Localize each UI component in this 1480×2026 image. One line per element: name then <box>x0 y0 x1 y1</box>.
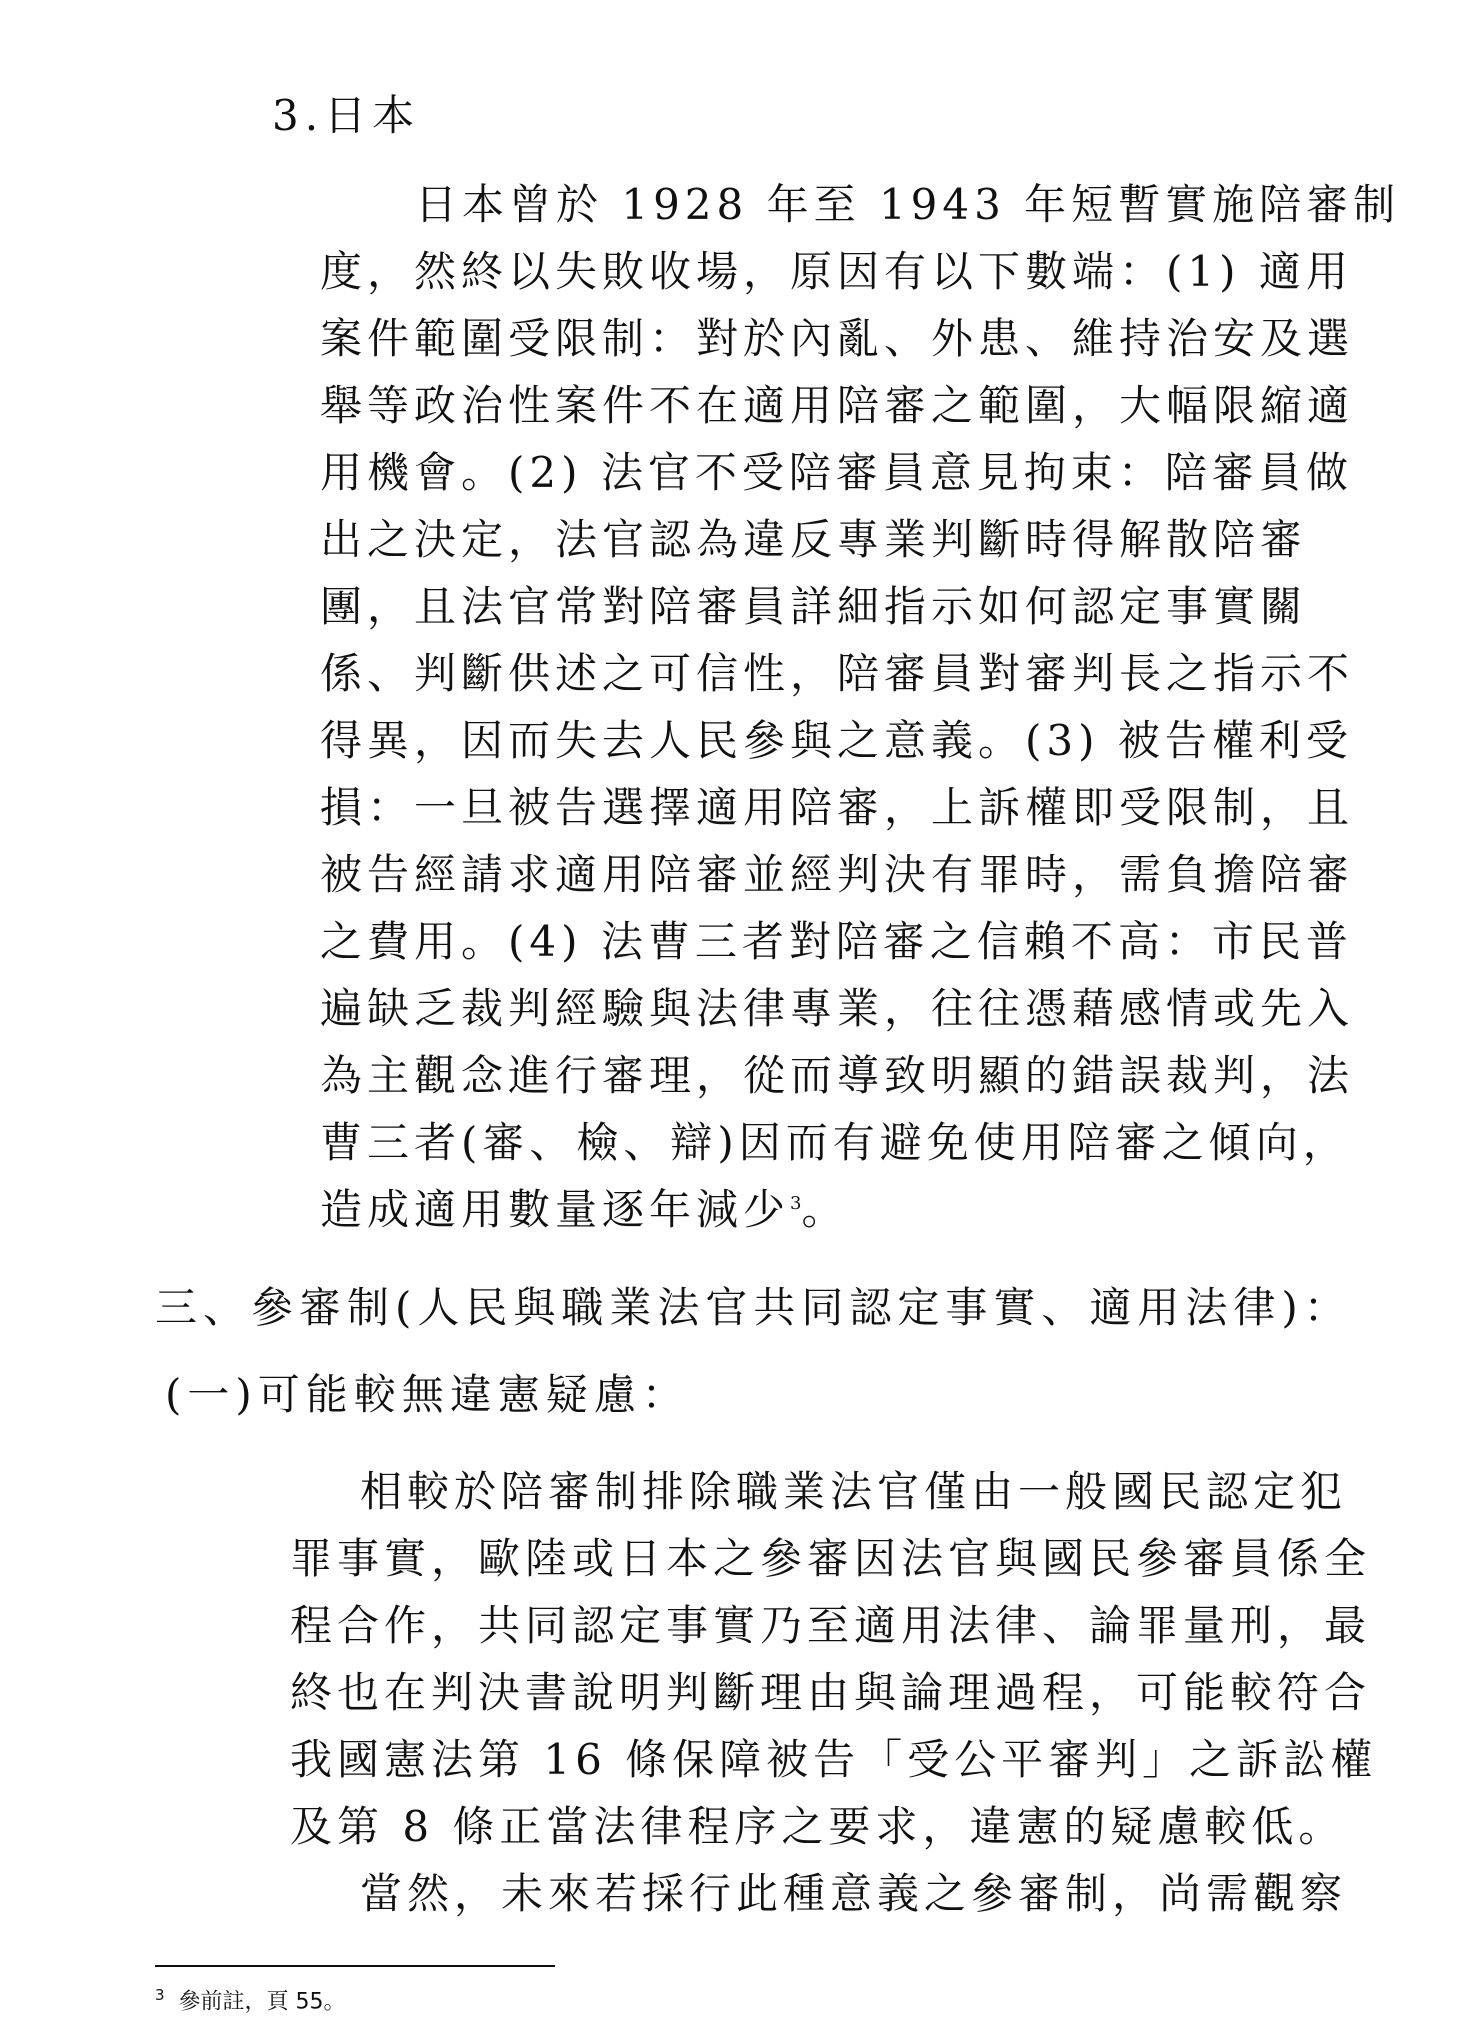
paragraph-line: 之費用。(4) 法曹三者對陪審之信賴不高：市民普 <box>320 917 1353 966</box>
paragraph-line: 為主觀念進行審理，從而導致明顯的錯誤裁判，法 <box>320 1051 1355 1100</box>
paragraph-line: 被告經請求適用陪審並經判決有罪時，需負擔陪審 <box>320 850 1355 899</box>
paragraph-subsection-one-2 <box>290 1860 1347 1927</box>
paragraph-line: 團，且法官常對陪審員詳細指示如何認定事實關 <box>320 582 1308 631</box>
footnote <box>155 1980 346 2017</box>
paragraph-line: 損：一旦被告選擇適用陪審，上訴權即受限制，且 <box>320 783 1355 832</box>
heading-subsection-one: (一)可能較無違憲疑慮： <box>165 1370 690 1419</box>
paragraph-last-text: 造成適用數量逐年減少 <box>320 1185 791 1234</box>
footnote-number: 3 <box>155 1986 165 2004</box>
footnote-separator <box>155 1965 555 1967</box>
paragraph-line: 遍缺乏裁判經驗與法律專業，往往憑藉感情或先入 <box>320 984 1355 1033</box>
footnote-reference[interactable]: 3 <box>790 1193 802 1214</box>
paragraph-line: 係、判斷供述之可信性，陪審員對審判長之指示不 <box>320 649 1355 698</box>
paragraph-line: 度，然終以失敗收場，原因有以下數端：(1) 適用 <box>320 247 1353 296</box>
paragraph-last-punct: 。 <box>801 1185 849 1234</box>
heading-japan: 3.日本 <box>272 91 421 140</box>
paragraph-line: 用機會。(2) 法官不受陪審員意見拘束：陪審員做 <box>320 448 1353 497</box>
paragraph-line: 舉等政治性案件不在適用陪審之範圍，大幅限縮適 <box>320 381 1355 430</box>
footnote-text: 參前註，頁 55。 <box>178 1989 346 2015</box>
paragraph-line: 曹三者(審、檢、辯)因而有避免使用陪審之傾向， <box>320 1118 1350 1167</box>
heading-section-three: 三、參審制(人民與職業法官共同認定事實、適用法律)： <box>155 1283 1352 1332</box>
paragraph-line: 罪事實，歐陸或日本之參審因法官與國民參審員係全 <box>290 1534 1372 1583</box>
paragraph-line: 出之決定，法官認為違反專業判斷時得解散陪審 <box>320 515 1308 564</box>
paragraph-line: 我國憲法第 16 條保障被告「受公平審判」之訴訟權 <box>290 1735 1378 1784</box>
paragraph-line: 得異，因而失去人民參與之意義。(3) 被告權利受 <box>320 716 1353 765</box>
paragraph-japan <box>320 171 1400 1243</box>
paragraph-line: 終也在判決書說明判斷理由與論理過程，可能較符合 <box>290 1668 1372 1717</box>
paragraph-line: 程合作，共同認定事實乃至適用法律、論罪量刑，最 <box>290 1601 1372 1650</box>
paragraph-subsection-one <box>290 1458 1377 1860</box>
paragraph-line: 日本曾於 1928 年至 1943 年短暫實施陪審制 <box>415 180 1401 229</box>
paragraph-line-last <box>320 1176 1400 1243</box>
paragraph-line: 當然，未來若採行此種意義之參審制，尚需觀察 <box>360 1869 1348 1918</box>
paragraph-line: 案件範圍受限制：對於內亂、外患、維持治安及選 <box>320 314 1355 363</box>
paragraph-line: 相較於陪審制排除職業法官僅由一般國民認定犯 <box>360 1467 1348 1516</box>
paragraph-line: 及第 8 條正當法律程序之要求，違憲的疑慮較低。 <box>290 1802 1346 1851</box>
